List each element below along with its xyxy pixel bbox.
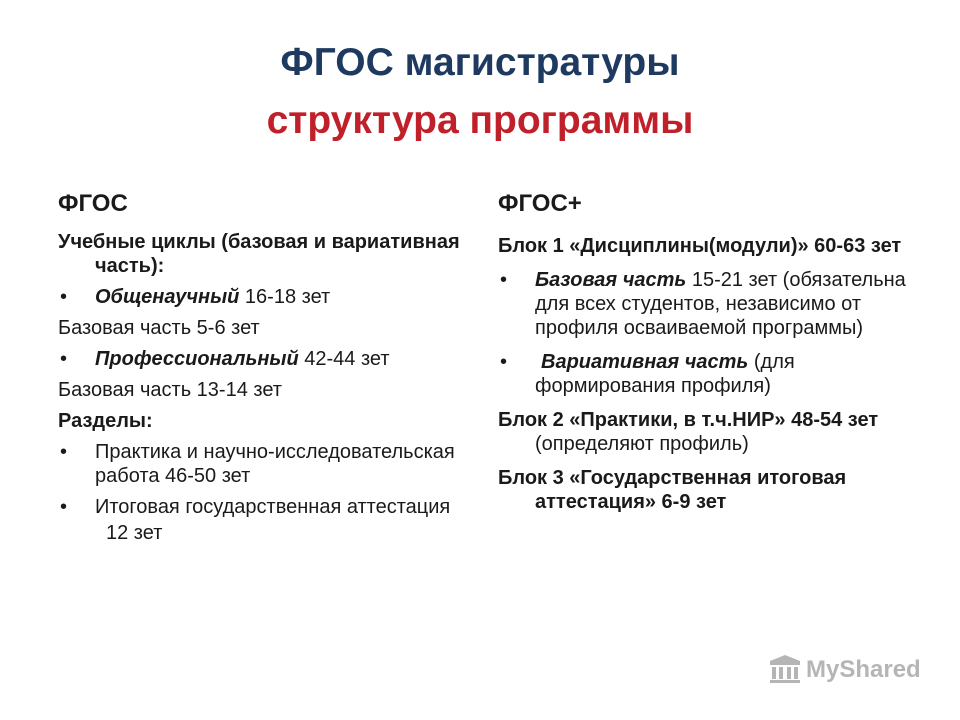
- right-bullet-variative: [498, 350, 918, 398]
- myshared-watermark: [768, 655, 921, 685]
- left-bullet-general: [58, 285, 468, 309]
- right-block-2-note: (определяют профиль): [535, 433, 749, 455]
- left-bullet-prof-value: 42-44 зет: [298, 348, 390, 370]
- left-base-1: Базовая часть 5-6 зет: [58, 317, 260, 339]
- right-heading: ФГОС+: [498, 190, 582, 217]
- right-block-2-title: Блок 2 «Практики, в т.ч.НИР» 48-54 зет: [498, 409, 879, 431]
- right-bullet-base: [498, 268, 918, 340]
- left-base-2: Базовая часть 13-14 зет: [58, 379, 282, 401]
- left-bullet-general-value: 16-18 зет: [239, 286, 331, 308]
- right-bullet-base-text: 15-21 зет (обязательна для всех студентов, независимо от профиля осваиваемой программы): [535, 269, 906, 339]
- left-sections: Разделы:: [58, 410, 153, 432]
- bullet-icon: •: [60, 441, 68, 463]
- left-heading: ФГОС: [58, 190, 128, 217]
- bullet-icon: •: [500, 269, 508, 291]
- left-intro: Учебные циклы (базовая и вариативная часть):: [58, 231, 460, 277]
- left-bullet-attestation: [58, 495, 468, 519]
- title-line-2: структура программы: [266, 99, 694, 142]
- left-bullet-general-term: Общенаучный: [95, 286, 240, 308]
- bullet-icon: •: [60, 496, 68, 518]
- right-bullet-variative-text: (для формирования профиля): [535, 351, 795, 397]
- bullet-icon: •: [60, 286, 68, 308]
- left-column: [58, 192, 468, 545]
- right-block-2: [498, 408, 918, 456]
- left-bullet-practice-text: Практика и научно-исследовательская работа 46-50 зет: [95, 441, 455, 487]
- left-bullet-practice: [58, 440, 468, 488]
- title-line-1: ФГОС магистратуры: [280, 41, 680, 84]
- right-bullet-base-term: Базовая часть: [535, 269, 687, 291]
- right-bullet-variative-term: Вариативная часть: [541, 351, 749, 373]
- left-bullet-prof-term: Профессиональный: [95, 348, 299, 370]
- bullet-icon: •: [500, 351, 508, 373]
- left-bullet-prof: [58, 347, 468, 371]
- mysharedbuilding-icon: [768, 655, 802, 685]
- right-block-1: Блок 1 «Дисциплины(модули)» 60-63 зет: [498, 235, 902, 257]
- left-attestation-value: 12 зет: [106, 522, 163, 544]
- left-bullet-attestation-text: Итоговая государственная аттестация: [95, 496, 451, 518]
- slide-title: [0, 38, 960, 146]
- right-block-3: Блок 3 «Государственная итоговая аттестация» 6-9 зет: [498, 467, 847, 513]
- watermark-text: MyShared: [806, 656, 921, 683]
- right-column: [498, 192, 918, 521]
- bullet-icon: •: [60, 348, 68, 370]
